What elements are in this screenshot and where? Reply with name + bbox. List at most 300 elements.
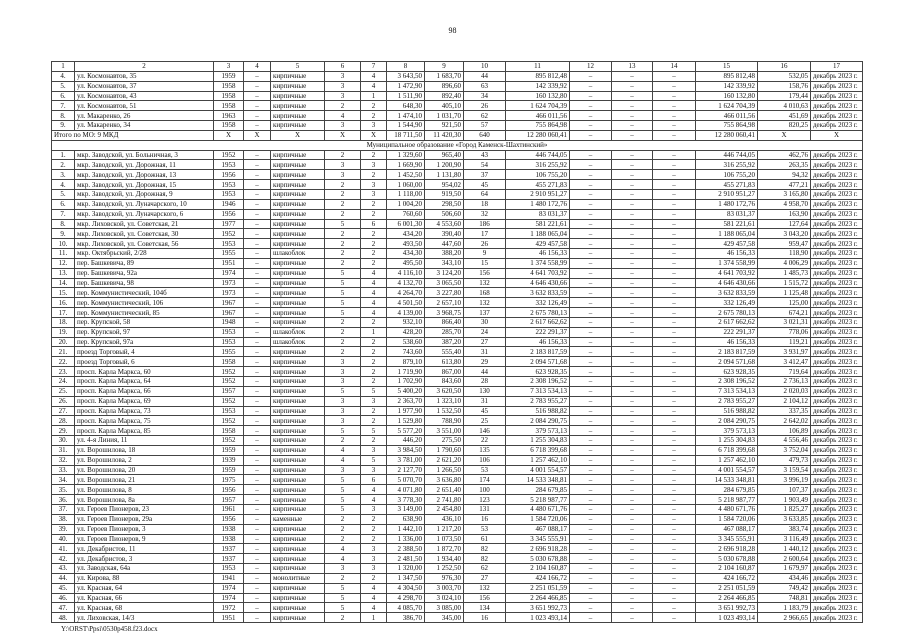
cell-cost: 3 632 833,59 [696, 288, 758, 298]
cell-wall-material: кирпичные [271, 544, 325, 554]
cell-row-number: 1. [52, 150, 75, 160]
cell-col14: – [653, 288, 696, 298]
cell-col14: – [653, 524, 696, 534]
cell-col4: – [244, 258, 271, 268]
cell-col4: – [244, 386, 271, 396]
cell-unit-cost: 3 633,85 [758, 514, 811, 524]
cell-living-area: 387,20 [425, 337, 464, 347]
cell-entrances: 6 [361, 219, 387, 229]
cell-floors: 5 [325, 495, 361, 505]
cell-living-area: 1 532,50 [425, 406, 464, 416]
cell-wall-material: кирпичные [271, 554, 325, 564]
cell-col12: – [570, 91, 612, 101]
cell-cost: 4 001 554,57 [696, 465, 758, 475]
total-year-built: X [214, 130, 244, 140]
cell-year-built: 1958 [214, 121, 244, 131]
cell-total-cost: 5 218 987,77 [506, 495, 570, 505]
cell-wall-material: кирпичные [271, 71, 325, 81]
cell-wall-material: кирпичные [271, 170, 325, 180]
total-cost: 12 280 060,41 [696, 130, 758, 140]
total-total-area: 18 711,50 [387, 130, 425, 140]
cell-col12: – [570, 436, 612, 446]
cell-total-area: 4 139,00 [387, 308, 425, 318]
cell-total-area: 5 070,70 [387, 475, 425, 485]
cell-total-area: 4 085,70 [387, 603, 425, 613]
cell-floors: 5 [325, 268, 361, 278]
cell-total-cost: 424 166,72 [506, 573, 570, 583]
table-row [52, 219, 863, 229]
total-residents: 640 [464, 130, 506, 140]
cell-floors: 2 [325, 317, 361, 327]
cell-col4: – [244, 189, 271, 199]
cell-unit-cost: 2 966,65 [758, 613, 811, 623]
cell-floors: 3 [325, 377, 361, 387]
cell-residents: 16 [464, 514, 506, 524]
cell-cost: 7 313 534,13 [696, 386, 758, 396]
cell-living-area: 405,10 [425, 101, 464, 111]
cell-unit-cost: 3 165,80 [758, 189, 811, 199]
cell-living-area: 866,40 [425, 317, 464, 327]
cell-living-area: 2 741,80 [425, 495, 464, 505]
cell-residents: 53 [464, 465, 506, 475]
cell-row-number: 14. [52, 278, 75, 288]
cell-unit-cost: 1 679,97 [758, 564, 811, 574]
cell-row-number: 18. [52, 317, 75, 327]
total-label: Итого по МО: 9 МКД [52, 130, 214, 140]
cell-completion-date: декабрь 2023 г. [811, 317, 863, 327]
cell-cost: 6 718 399,68 [696, 445, 758, 455]
column-header-17: 17 [811, 62, 863, 72]
cell-wall-material: кирпичные [271, 426, 325, 436]
cell-row-number: 27. [52, 406, 75, 416]
cell-wall-material: кирпичные [271, 465, 325, 475]
cell-entrances: 2 [361, 337, 387, 347]
cell-address: пер. Башкевича, 92а [75, 268, 214, 278]
cell-year-built: 1938 [214, 534, 244, 544]
cell-address: просп. Карла Маркса, 69 [75, 396, 214, 406]
cell-col4: – [244, 544, 271, 554]
cell-row-number: 7. [52, 101, 75, 111]
table-row [52, 593, 863, 603]
cell-year-built: 1958 [214, 357, 244, 367]
cell-unit-cost: 674,21 [758, 308, 811, 318]
cell-total-area: 1 511,90 [387, 91, 425, 101]
cell-residents: 132 [464, 583, 506, 593]
cell-residents: 123 [464, 495, 506, 505]
column-header-15: 15 [696, 62, 758, 72]
cell-col14: – [653, 209, 696, 219]
cell-floors: 2 [325, 514, 361, 524]
cell-col12: – [570, 199, 612, 209]
cell-residents: 186 [464, 219, 506, 229]
cell-total-area: 538,60 [387, 337, 425, 347]
cell-unit-cost: 477,21 [758, 180, 811, 190]
cell-wall-material: кирпичные [271, 91, 325, 101]
cell-year-built: 1952 [214, 229, 244, 239]
cell-col4: – [244, 249, 271, 259]
cell-total-area: 1 452,50 [387, 170, 425, 180]
cell-col4: – [244, 583, 271, 593]
total-col14: – [653, 130, 696, 140]
cell-total-area: 4 132,70 [387, 278, 425, 288]
cell-unit-cost: 107,37 [758, 485, 811, 495]
cell-residents: 9 [464, 249, 506, 259]
cell-row-number: 28. [52, 416, 75, 426]
cell-living-area: 3 124,20 [425, 268, 464, 278]
cell-living-area: 965,40 [425, 150, 464, 160]
cell-col12: – [570, 268, 612, 278]
cell-cost: 895 812,48 [696, 71, 758, 81]
cell-col13: – [612, 436, 653, 446]
cell-col4: – [244, 613, 271, 623]
column-header-4: 4 [244, 62, 271, 72]
cell-total-cost: 46 156,33 [506, 337, 570, 347]
cell-col4: – [244, 229, 271, 239]
cell-col12: – [570, 160, 612, 170]
cell-year-built: 1952 [214, 416, 244, 426]
cell-completion-date: декабрь 2023 г. [811, 613, 863, 623]
cell-living-area: 447,60 [425, 239, 464, 249]
cell-col12: – [570, 445, 612, 455]
cell-completion-date: декабрь 2023 г. [811, 396, 863, 406]
cell-col4: – [244, 455, 271, 465]
cell-cost: 316 255,92 [696, 160, 758, 170]
cell-row-number: 12. [52, 258, 75, 268]
cell-floors: 2 [325, 573, 361, 583]
cell-address: просп. Карла Маркса, 64 [75, 377, 214, 387]
cell-col14: – [653, 445, 696, 455]
column-header-2: 2 [75, 62, 214, 72]
cell-total-cost: 1 257 462,10 [506, 455, 570, 465]
cell-cost: 1 624 704,39 [696, 101, 758, 111]
cell-living-area: 3 003,70 [425, 583, 464, 593]
cell-year-built: 1974 [214, 583, 244, 593]
cell-cost: 5 218 987,77 [696, 495, 758, 505]
column-header-16: 16 [758, 62, 811, 72]
cell-total-cost: 623 928,35 [506, 367, 570, 377]
cell-cost: 4 480 671,76 [696, 504, 758, 514]
cell-entrances: 1 [361, 91, 387, 101]
cell-address: пер. Крупской, 97 [75, 327, 214, 337]
cell-entrances: 4 [361, 298, 387, 308]
cell-completion-date: декабрь 2023 г. [811, 239, 863, 249]
cell-entrances: 1 [361, 327, 387, 337]
total-wall-material: X [271, 130, 325, 140]
cell-row-number: 24. [52, 377, 75, 387]
cell-col13: – [612, 288, 653, 298]
cell-address: ул. Макаренко, 34 [75, 121, 214, 131]
cell-col12: – [570, 229, 612, 239]
cell-col12: – [570, 603, 612, 613]
cell-col12: – [570, 377, 612, 387]
cell-row-number: 16. [52, 298, 75, 308]
cell-total-cost: 4 001 554,57 [506, 465, 570, 475]
cell-year-built: 1959 [214, 445, 244, 455]
cell-completion-date: декабрь 2023 г. [811, 337, 863, 347]
cell-floors: 5 [325, 219, 361, 229]
cell-living-area: 3 620,50 [425, 386, 464, 396]
cell-cost: 1 023 493,14 [696, 613, 758, 623]
cell-year-built: 1957 [214, 386, 244, 396]
cell-row-number: 21. [52, 347, 75, 357]
cell-col12: – [570, 249, 612, 259]
cell-living-area: 436,10 [425, 514, 464, 524]
cell-address: ул. Космонавтов, 37 [75, 81, 214, 91]
cell-wall-material: кирпичные [271, 504, 325, 514]
cell-total-area: 1 442,10 [387, 524, 425, 534]
cell-total-cost: 429 457,58 [506, 239, 570, 249]
cell-address: ул. Героев Пионеров, 3 [75, 524, 214, 534]
cell-year-built: 1972 [214, 603, 244, 613]
cell-total-area: 3 984,50 [387, 445, 425, 455]
cell-entrances: 3 [361, 564, 387, 574]
cell-wall-material: кирпичные [271, 268, 325, 278]
cell-col12: – [570, 514, 612, 524]
cell-residents: 61 [464, 534, 506, 544]
cell-col4: – [244, 573, 271, 583]
cell-address: ул. Героев Пионеров, 23 [75, 504, 214, 514]
cell-completion-date: декабрь 2023 г. [811, 121, 863, 131]
cell-living-area: 1 217,20 [425, 524, 464, 534]
cell-col14: – [653, 544, 696, 554]
cell-col13: – [612, 229, 653, 239]
cell-col4: – [244, 554, 271, 564]
cell-total-area: 3 643,50 [387, 71, 425, 81]
cell-cost: 623 928,35 [696, 367, 758, 377]
cell-completion-date: декабрь 2023 г. [811, 416, 863, 426]
cell-completion-date: декабрь 2023 г. [811, 455, 863, 465]
cell-col14: – [653, 268, 696, 278]
cell-col4: – [244, 416, 271, 426]
cell-row-number: 11. [52, 249, 75, 259]
cell-total-cost: 1 480 172,76 [506, 199, 570, 209]
cell-residents: 156 [464, 268, 506, 278]
cell-row-number: 35. [52, 485, 75, 495]
cell-total-cost: 3 632 833,59 [506, 288, 570, 298]
cell-wall-material: кирпичные [271, 455, 325, 465]
cell-row-number: 9. [52, 229, 75, 239]
table-row [52, 229, 863, 239]
cell-year-built: 1937 [214, 554, 244, 564]
cell-total-area: 3 781,00 [387, 455, 425, 465]
cell-col12: – [570, 180, 612, 190]
cell-wall-material: кирпичные [271, 613, 325, 623]
cell-address: мкр. Лиховской, ул. Советская, 21 [75, 219, 214, 229]
cell-row-number: 9. [52, 121, 75, 131]
cell-total-cost: 2 264 466,85 [506, 593, 570, 603]
cell-completion-date: декабрь 2023 г. [811, 278, 863, 288]
cell-total-cost: 142 339,92 [506, 81, 570, 91]
cell-col14: – [653, 258, 696, 268]
cell-year-built: 1961 [214, 504, 244, 514]
cell-living-area: 3 085,00 [425, 603, 464, 613]
cell-entrances: 4 [361, 71, 387, 81]
cell-col13: – [612, 396, 653, 406]
cell-floors: 2 [325, 189, 361, 199]
cell-col12: – [570, 288, 612, 298]
cell-col14: – [653, 91, 696, 101]
cell-year-built: 1956 [214, 485, 244, 495]
cell-cost: 2 264 466,85 [696, 593, 758, 603]
cell-col14: – [653, 475, 696, 485]
cell-col13: – [612, 337, 653, 347]
cell-residents: 28 [464, 377, 506, 387]
cell-year-built: 1959 [214, 71, 244, 81]
cell-col14: – [653, 455, 696, 465]
cell-unit-cost: 3 752,04 [758, 445, 811, 455]
cell-address: просп. Карла Маркса, 60 [75, 367, 214, 377]
cell-address: просп. Карла Маркса, 66 [75, 386, 214, 396]
cell-col14: – [653, 357, 696, 367]
cell-entrances: 3 [361, 544, 387, 554]
table-row [52, 81, 863, 91]
cell-row-number: 17. [52, 308, 75, 318]
cell-residents: 27 [464, 573, 506, 583]
cell-living-area: 867,00 [425, 367, 464, 377]
cell-floors: 5 [325, 386, 361, 396]
cell-address: мкр. Заводской, ул. Дорожная, 13 [75, 170, 214, 180]
cell-row-number: 29. [52, 426, 75, 436]
cell-total-cost: 446 744,05 [506, 150, 570, 160]
cell-address: ул. Ворошилова, 20 [75, 465, 214, 475]
cell-col12: – [570, 357, 612, 367]
cell-wall-material: кирпичные [271, 239, 325, 249]
cell-total-cost: 2 104 160,87 [506, 564, 570, 574]
cell-wall-material: кирпичные [271, 317, 325, 327]
table-row [52, 170, 863, 180]
cell-col4: – [244, 367, 271, 377]
cell-col13: – [612, 426, 653, 436]
section-title-row [52, 140, 863, 150]
cell-address: мкр. Лиховской, ул. Советская, 56 [75, 239, 214, 249]
cell-address: мкр. Октябрьский, 2/28 [75, 249, 214, 259]
cell-total-area: 493,50 [387, 239, 425, 249]
cell-unit-cost: 778,06 [758, 327, 811, 337]
cell-year-built: 1952 [214, 396, 244, 406]
cell-floors: 5 [325, 308, 361, 318]
cell-completion-date: декабрь 2023 г. [811, 101, 863, 111]
cell-unit-cost: 2 642,02 [758, 416, 811, 426]
cell-floors: 2 [325, 613, 361, 623]
cell-year-built: 1953 [214, 160, 244, 170]
cell-col13: – [612, 249, 653, 259]
cell-row-number: 48. [52, 613, 75, 623]
cell-cost: 1 188 065,04 [696, 229, 758, 239]
cell-col4: – [244, 327, 271, 337]
cell-entrances: 2 [361, 317, 387, 327]
cell-entrances: 3 [361, 396, 387, 406]
cell-address: просп. Карла Маркса, 73 [75, 406, 214, 416]
cell-wall-material: кирпичные [271, 160, 325, 170]
cell-col14: – [653, 534, 696, 544]
cell-entrances: 3 [361, 160, 387, 170]
cell-year-built: 1958 [214, 91, 244, 101]
cell-residents: 132 [464, 278, 506, 288]
cell-unit-cost: 106,89 [758, 426, 811, 436]
cell-completion-date: декабрь 2023 г. [811, 534, 863, 544]
cell-total-cost: 1 374 558,99 [506, 258, 570, 268]
cell-col4: – [244, 396, 271, 406]
cell-col12: – [570, 101, 612, 111]
cell-unit-cost: 125,00 [758, 298, 811, 308]
cell-total-cost: 4 646 430,66 [506, 278, 570, 288]
cell-completion-date: декабрь 2023 г. [811, 249, 863, 259]
cell-col4: – [244, 317, 271, 327]
cell-living-area: 555,40 [425, 347, 464, 357]
cell-unit-cost: 1 183,79 [758, 603, 811, 613]
cell-col13: – [612, 180, 653, 190]
cell-col12: – [570, 485, 612, 495]
cell-floors: 3 [325, 465, 361, 475]
cell-residents: 17 [464, 229, 506, 239]
cell-floors: 3 [325, 406, 361, 416]
cell-address: ул. Ворошилова, 21 [75, 475, 214, 485]
cell-unit-cost: 820,25 [758, 121, 811, 131]
cell-col14: – [653, 81, 696, 91]
cell-row-number: 39. [52, 524, 75, 534]
cell-completion-date: декабрь 2023 г. [811, 367, 863, 377]
cell-cost: 1 480 172,76 [696, 199, 758, 209]
cell-address: ул. Заводская, 64а [75, 564, 214, 574]
cell-col12: – [570, 308, 612, 318]
cell-col13: – [612, 189, 653, 199]
cell-residents: 29 [464, 357, 506, 367]
cell-year-built: 1952 [214, 150, 244, 160]
cell-residents: 27 [464, 337, 506, 347]
cell-total-area: 434,30 [387, 249, 425, 259]
cell-year-built: 1967 [214, 308, 244, 318]
cell-entrances: 3 [361, 121, 387, 131]
cell-row-number: 44. [52, 573, 75, 583]
table-row [52, 189, 863, 199]
cell-total-cost: 755 864,98 [506, 121, 570, 131]
cell-residents: 63 [464, 81, 506, 91]
cell-col13: – [612, 613, 653, 623]
cell-col12: – [570, 554, 612, 564]
cell-col14: – [653, 514, 696, 524]
table-row [52, 180, 863, 190]
cell-completion-date: декабрь 2023 г. [811, 71, 863, 81]
cell-residents: 174 [464, 475, 506, 485]
cell-total-cost: 2 308 196,52 [506, 377, 570, 387]
cell-residents: 25 [464, 416, 506, 426]
cell-living-area: 2 454,80 [425, 504, 464, 514]
cell-col14: – [653, 121, 696, 131]
cell-cost: 379 573,13 [696, 426, 758, 436]
cell-col12: – [570, 189, 612, 199]
cell-year-built: 1974 [214, 593, 244, 603]
cell-col4: – [244, 426, 271, 436]
cell-living-area: 1 323,10 [425, 396, 464, 406]
cell-unit-cost: 4 010,63 [758, 101, 811, 111]
cell-wall-material: кирпичные [271, 101, 325, 111]
cell-address: мкр. Заводской, ул. Дорожная, 9 [75, 189, 214, 199]
cell-col4: – [244, 170, 271, 180]
cell-col4: – [244, 347, 271, 357]
cell-col13: – [612, 475, 653, 485]
cell-row-number: 33. [52, 465, 75, 475]
cell-residents: 22 [464, 436, 506, 446]
table-row [52, 445, 863, 455]
cell-row-number: 42. [52, 554, 75, 564]
cell-cost: 83 031,37 [696, 209, 758, 219]
cell-address: пер. Коммунистический, 106 [75, 298, 214, 308]
cell-address: ул. Космонавтов, 35 [75, 71, 214, 81]
cell-col12: – [570, 239, 612, 249]
cell-col4: – [244, 593, 271, 603]
cell-row-number: 2. [52, 160, 75, 170]
cell-unit-cost: 1 825,27 [758, 504, 811, 514]
